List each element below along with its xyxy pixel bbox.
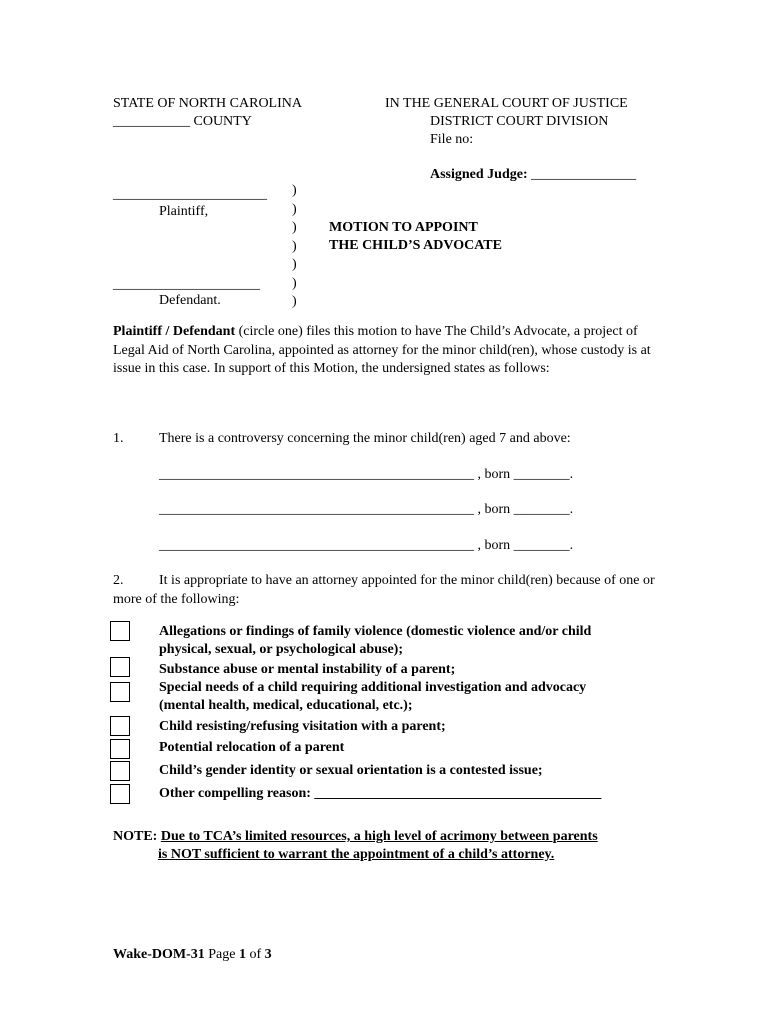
child-line xyxy=(159,466,573,483)
caption-paren: ) xyxy=(292,294,297,309)
note-line1 xyxy=(113,828,598,846)
assigned-judge xyxy=(430,166,636,183)
checkbox-substance-abuse[interactable] xyxy=(110,657,130,677)
caption-paren: ) xyxy=(292,257,297,272)
defendant-name-field[interactable]: _____________________ xyxy=(113,277,260,292)
option-substance-abuse: Substance abuse or mental instability of a parent; xyxy=(159,662,456,677)
option-other-reason xyxy=(159,785,601,803)
item2-text: It is appropriate to have an attorney appointed for the minor child(ren) because of one or more of the following: xyxy=(113,573,655,607)
option-special-needs-line2: (mental health, medical, educational, etc.); xyxy=(159,698,413,713)
intro-text: (circle one) files this motion to have The Child’s Advocate, a project of Legal Aid of North Carolina, appointed as attorney for the minor child(ren), whose custody is at issue in this case. In support of this Motion, the undersigned states as follows: xyxy=(113,324,651,376)
plaintiff-label: Plaintiff, xyxy=(159,204,209,219)
checkbox-family-violence[interactable] xyxy=(110,621,130,641)
option-visitation: Child resisting/refusing visitation with a parent; xyxy=(159,719,446,734)
child-line xyxy=(159,537,573,554)
option-other-reason-label: Other compelling reason: xyxy=(159,786,311,801)
file-number-label: File no: xyxy=(430,132,474,147)
child-name-field[interactable]: _____________________________________________ xyxy=(159,467,474,482)
page-number: 1 xyxy=(238,947,246,962)
caption-paren: ) xyxy=(292,238,297,254)
court-division: DISTRICT COURT DIVISION xyxy=(430,114,609,129)
checkbox-other-reason[interactable] xyxy=(110,784,130,804)
defendant-label: Defendant. xyxy=(159,293,221,308)
party-selector[interactable]: Plaintiff / Defendant xyxy=(113,324,236,339)
item1-text: There is a controversy concerning the minor child(ren) aged 7 and above: xyxy=(159,431,571,446)
page-word: Page xyxy=(208,947,236,962)
child-name-field[interactable]: _____________________________________________ xyxy=(159,538,474,553)
option-relocation: Potential relocation of a parent xyxy=(159,740,345,755)
caption-paren: ) xyxy=(292,220,297,235)
note-label: NOTE: xyxy=(113,829,158,844)
checkbox-relocation[interactable] xyxy=(110,739,130,759)
assigned-judge-label: Assigned Judge: xyxy=(430,167,528,182)
note-text-line2: is NOT sufficient to warrant the appointment of a child’s attorney. xyxy=(158,847,555,862)
item1-number: 1. xyxy=(113,431,124,446)
option-gender-identity: Child’s gender identity or sexual orientation is a contested issue; xyxy=(159,763,543,778)
child-line xyxy=(159,501,573,518)
state-name: STATE OF NORTH CAROLINA xyxy=(113,96,302,111)
page-footer xyxy=(113,946,272,963)
caption-paren: ) xyxy=(292,183,297,198)
page-total: 3 xyxy=(264,947,272,962)
motion-title-line2: THE CHILD’S ADVOCATE xyxy=(329,238,502,253)
other-reason-field[interactable]: _________________________________________ xyxy=(314,786,602,801)
option-special-needs-line1: Special needs of a child requiring additional investigation and advocacy xyxy=(159,680,587,695)
motion-title-line1: MOTION TO APPOINT xyxy=(329,220,478,235)
child-born-field[interactable]: , born ________. xyxy=(477,467,574,482)
intro-paragraph xyxy=(113,323,658,379)
plaintiff-name-field[interactable]: ______________________ xyxy=(113,187,267,202)
child-name-field[interactable]: _____________________________________________ xyxy=(159,502,474,517)
option-family-violence-line2: physical, sexual, or psychological abuse); xyxy=(159,642,403,657)
county-field[interactable]: ___________ COUNTY xyxy=(113,114,252,129)
caption-paren: ) xyxy=(292,201,297,217)
child-born-field[interactable]: , born ________. xyxy=(477,502,574,517)
child-born-field[interactable]: , born ________. xyxy=(477,538,574,553)
assigned-judge-field[interactable]: _______________ xyxy=(531,167,637,182)
court-name: IN THE GENERAL COURT OF JUSTICE xyxy=(385,96,628,111)
checkbox-visitation[interactable] xyxy=(110,716,130,736)
checkbox-gender-identity[interactable] xyxy=(110,761,130,781)
caption-divider xyxy=(292,182,297,312)
checkbox-special-needs[interactable] xyxy=(110,682,130,702)
form-id: Wake-DOM-31 xyxy=(113,947,205,962)
option-family-violence-line1: Allegations or findings of family violence (domestic violence and/or child xyxy=(159,624,592,639)
of-word: of xyxy=(249,947,262,962)
note-text-line1: Due to TCA’s limited resources, a high level of acrimony between parents xyxy=(160,829,598,844)
caption-paren: ) xyxy=(292,275,297,291)
item2-number: 2. xyxy=(113,573,124,588)
